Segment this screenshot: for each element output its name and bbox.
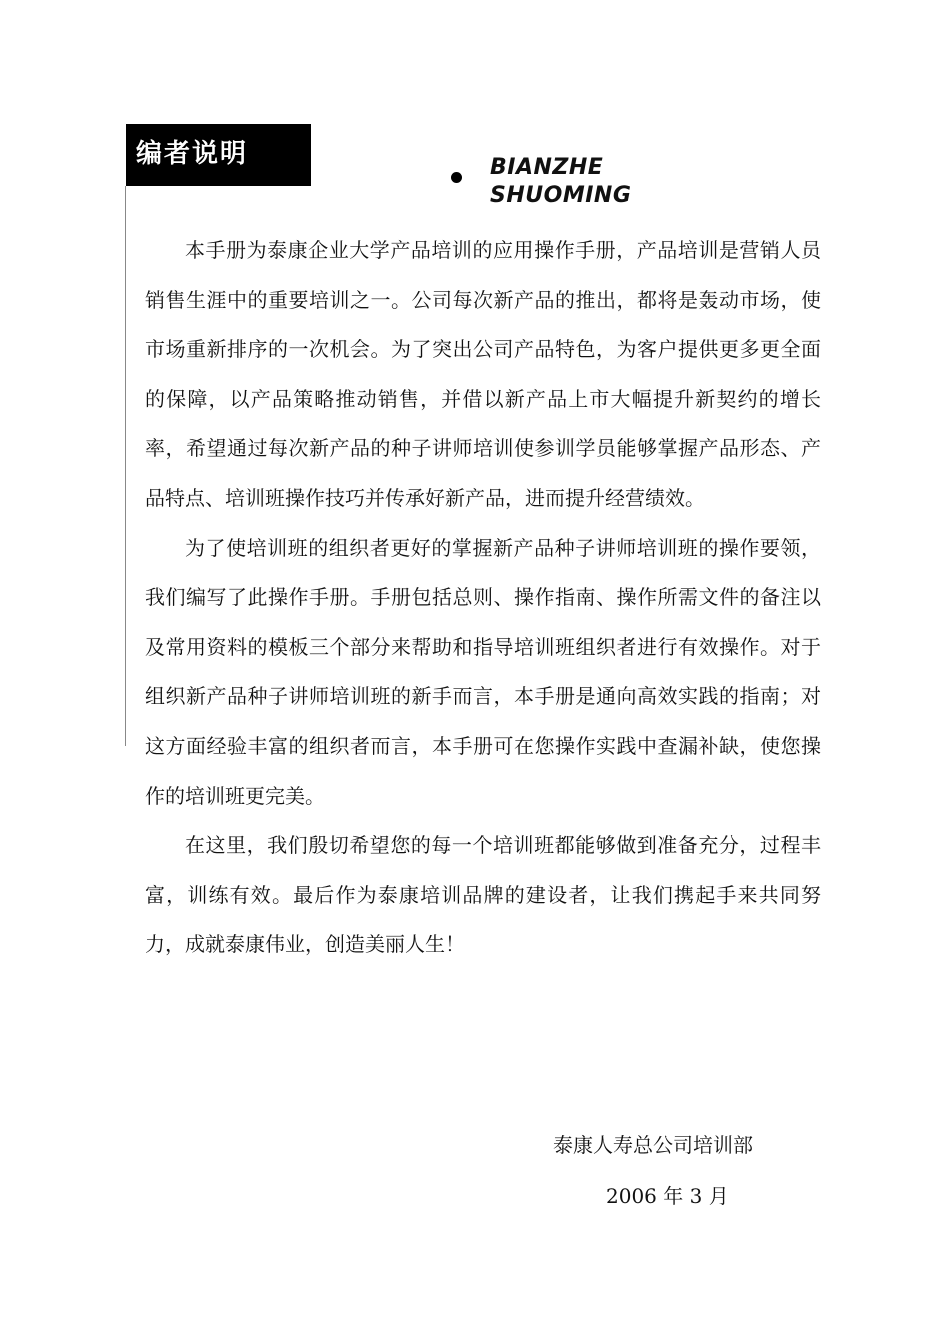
section-title: 编者说明 <box>136 139 249 169</box>
section-title-banner <box>126 124 311 186</box>
paragraph: 在这里，我们殷切希望您的每一个培训班都能够做到准备充分，过程丰富，训练有效。最后作为泰康培训品牌的建设者，让我们携起手来共同努力，成就泰康伟业，创造美丽人生！ <box>145 833 821 957</box>
romanized-title-line-1: BIANZHE <box>490 155 604 180</box>
romanized-title-line-2: SHUOMING <box>490 183 632 208</box>
side-divider <box>125 186 126 746</box>
paragraph: 为了使培训班的组织者更好的掌握新产品种子讲师培训班的操作要领，我们编写了此操作手册。手册包括总则、操作指南、操作所需文件的备注以及常用资料的模板三个部分来帮助和指导培训班组织者进行有效操作。对于组织新产品种子讲师培训班的新手而言，本手册是通向高效实践的指南；对这方面经验丰富的组织者而言，本手册可在您操作实践中查漏补缺，使您操作的培训班更完美。 <box>145 535 821 808</box>
paragraph: 本手册为泰康企业大学产品培训的应用操作手册，产品培训是营销人员销售生涯中的重要培训之一。公司每次新产品的推出，都将是轰动市场，使市场重新排序的一次机会。为了突出公司产品特色，为客户提供更多更全面的保障，以产品策略推动销售，并借以新产品上市大幅提升新契约的增长率，希望通过每次新产品的种子讲师培训使参训学员能够掌握产品形态、产品特点、培训班操作技巧并传承好新产品，进而提升经营绩效。 <box>145 238 821 510</box>
body-text <box>145 226 821 970</box>
bullet-dot-icon <box>451 172 462 183</box>
romanized-title <box>490 154 631 210</box>
signature-date: 2006 年 3 月 <box>606 1184 729 1208</box>
signature-department: 泰康人寿总公司培训部 <box>553 1133 753 1157</box>
